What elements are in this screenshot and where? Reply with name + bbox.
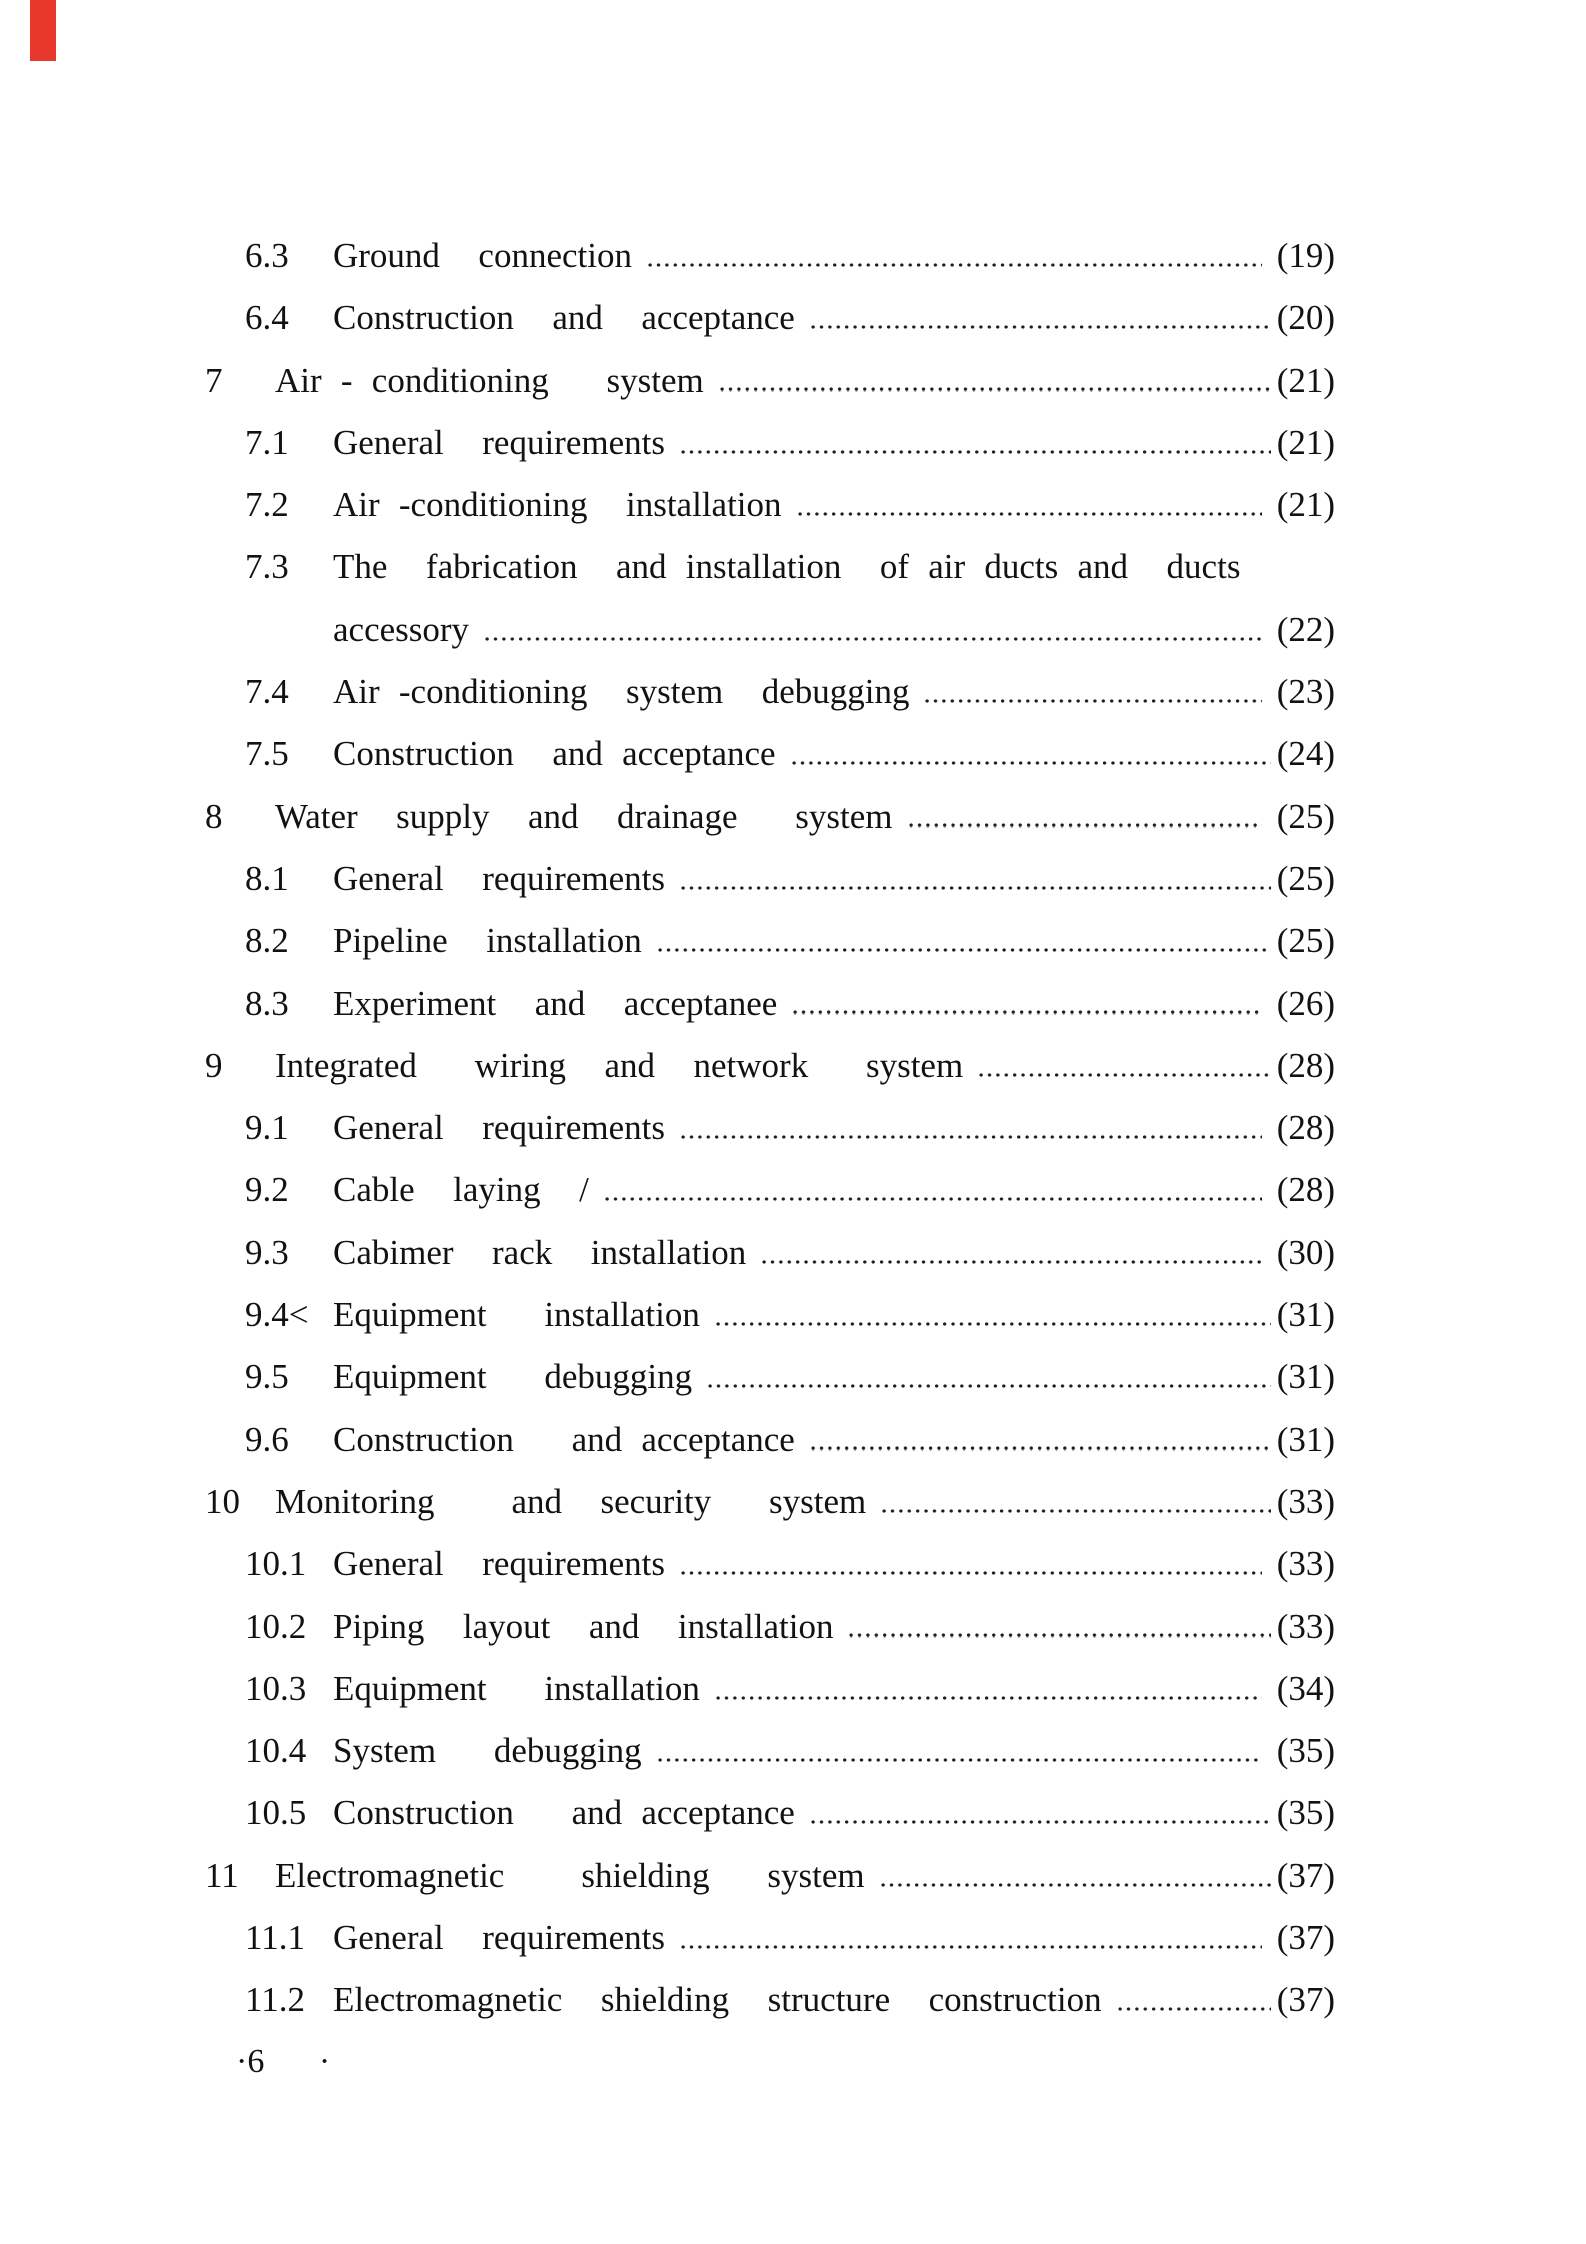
toc-entry-page: (33) [1276, 1481, 1335, 1521]
toc-entry-number: 9.6 [245, 1419, 289, 1459]
toc-entry-page: (26) [1267, 983, 1335, 1023]
toc-entry-title: Water supply and drainage system [275, 796, 893, 836]
footer-dot: · [318, 2043, 331, 2080]
toc-entry [205, 610, 1335, 672]
dot-leader [681, 1135, 1262, 1139]
toc-entry-number: 9.4< [245, 1295, 309, 1335]
toc-entry [205, 1420, 1335, 1482]
toc-entry-number: 10.2 [245, 1606, 307, 1646]
toc-entry-title: General requirements [333, 1108, 665, 1148]
toc-entry-page: (31) [1276, 1357, 1335, 1397]
dot-leader [811, 1446, 1271, 1450]
toc-entry [205, 1233, 1335, 1295]
dot-leader [605, 1197, 1262, 1201]
toc-entry-page: (33) [1267, 1544, 1335, 1584]
toc-entry-number: 8.3 [245, 983, 289, 1023]
dot-leader [485, 637, 1262, 641]
toc-entry [205, 485, 1335, 547]
toc-entry [205, 361, 1335, 423]
dot-leader [648, 263, 1262, 267]
dot-leader [811, 1820, 1271, 1824]
toc-entry-number: 9.2 [245, 1170, 289, 1210]
toc-entry [205, 1793, 1335, 1855]
toc-entry-title: General requirements [333, 858, 665, 898]
toc-entry [205, 672, 1335, 734]
toc-entry [205, 1669, 1335, 1731]
toc-entry-page: (24) [1276, 734, 1335, 774]
toc-entry-number: 10.4 [245, 1731, 307, 1771]
toc-entry [205, 1482, 1335, 1544]
toc-entry-title: General requirements [333, 422, 665, 462]
toc-entry [205, 298, 1335, 360]
toc-entry [205, 1731, 1335, 1793]
toc-entry-page: (21) [1276, 360, 1335, 400]
toc-entry-number: 7.1 [245, 422, 289, 462]
toc-entry-number: 9.5 [245, 1357, 289, 1397]
toc-entry-title: Electromagnetic shielding system [275, 1855, 865, 1895]
toc-entry-number: 6.3 [245, 236, 289, 275]
dot-leader [681, 450, 1271, 454]
toc-entry [205, 1046, 1335, 1108]
dot-leader [658, 1758, 1262, 1762]
toc-entry-number: 10 [205, 1481, 240, 1521]
footer-page-number: ·6 [236, 2043, 265, 2080]
dot-leader [716, 1322, 1271, 1326]
toc-entry-page: (37) [1276, 1980, 1335, 2020]
toc-entry [205, 236, 1335, 298]
toc-list [205, 236, 1335, 2043]
toc-entry [205, 984, 1335, 1046]
toc-entry-title: Construction and acceptance [333, 734, 776, 774]
toc-entry-number: 9.1 [245, 1108, 289, 1148]
toc-entry-page: (21) [1276, 422, 1335, 462]
toc-entry-title: General requirements [333, 1544, 665, 1584]
toc-entry-title: Monitoring and security system [275, 1481, 867, 1521]
toc-entry-page: (37) [1276, 1855, 1335, 1895]
toc-entry-page: (25) [1267, 796, 1335, 836]
toc-entry [205, 423, 1335, 485]
toc-entry-page: (20) [1276, 298, 1335, 338]
dot-leader [849, 1633, 1270, 1637]
dot-leader [658, 948, 1271, 952]
dot-leader [720, 387, 1271, 391]
toc-entry [205, 1295, 1335, 1357]
toc-entry-number: 11.2 [245, 1980, 305, 2020]
toc-entry-page: (19) [1267, 236, 1335, 275]
toc-entry-page: (31) [1276, 1419, 1335, 1459]
toc-entry-page: (30) [1267, 1232, 1335, 1272]
toc-entry [205, 797, 1335, 859]
dot-leader [979, 1073, 1270, 1077]
toc-entry-number: 7.3 [245, 547, 289, 587]
dot-leader [881, 1883, 1271, 1887]
toc-entry-page: (33) [1276, 1606, 1335, 1646]
toc-entry-title: Experiment and acceptanee [333, 983, 778, 1023]
toc-entry-title: Electromagnetic shielding structure construction [333, 1980, 1102, 2020]
toc-entry-number: 11 [205, 1855, 239, 1895]
toc-entry [205, 859, 1335, 921]
toc-entry-number: 8.2 [245, 921, 289, 961]
toc-entry-title: Integrated wiring and network system [275, 1045, 964, 1085]
toc-entry-page: (21) [1267, 485, 1335, 525]
toc-entry [205, 1918, 1335, 1980]
toc-entry-number: 7.5 [245, 734, 289, 774]
toc-entry-title: System debugging [333, 1731, 642, 1771]
red-highlight-mark [30, 0, 56, 61]
toc-entry-page: (28) [1276, 1045, 1335, 1085]
dot-leader [792, 761, 1271, 765]
toc-entry [205, 921, 1335, 983]
dot-leader [708, 1384, 1271, 1388]
dot-leader [882, 1509, 1270, 1513]
toc-entry [205, 1170, 1335, 1232]
toc-entry-title: Ground connection [333, 236, 632, 275]
dot-leader [681, 886, 1271, 890]
page-footer [236, 2042, 330, 2081]
toc-entry-title: Air -conditioning installation [333, 485, 782, 525]
toc-entry-page: (23) [1267, 672, 1335, 712]
toc-entry-number: 7 [205, 360, 223, 400]
toc-entry-title: Cabimer rack installation [333, 1232, 747, 1272]
toc-entry-number: 10.3 [245, 1668, 307, 1708]
toc-entry-page: (28) [1267, 1170, 1335, 1210]
toc-entry-title: Construction and acceptance [333, 1419, 795, 1459]
toc-entry-title: Pipeline installation [333, 921, 642, 961]
toc-entry [205, 1607, 1335, 1669]
toc-entry-page: (31) [1276, 1295, 1335, 1335]
dot-leader [811, 325, 1271, 329]
toc-entry-title: Piping layout and installation [333, 1606, 834, 1646]
toc-entry [205, 1980, 1335, 2042]
toc-entry-title: Air -conditioning system debugging [333, 672, 910, 712]
toc-entry-number: 9 [205, 1045, 223, 1085]
toc-entry-number: 7.2 [245, 485, 289, 525]
toc-entry-title: Air - conditioning system [275, 360, 704, 400]
toc-entry-number: 11.1 [245, 1918, 305, 1958]
toc-entry-title: Cable laying / [333, 1170, 589, 1210]
toc-entry-title: General requirements [333, 1918, 665, 1958]
dot-leader [1118, 2007, 1271, 2011]
toc-entry-number: 10.1 [245, 1544, 307, 1584]
toc-entry [205, 1108, 1335, 1170]
toc-entry-title: Equipment installation [333, 1668, 700, 1708]
toc-entry-page: (37) [1267, 1918, 1335, 1958]
toc-entry-page: (25) [1276, 921, 1335, 961]
dot-leader [909, 823, 1262, 827]
toc-entry [205, 547, 1335, 609]
toc-entry-title: accessory [333, 609, 470, 649]
toc-entry-number: 6.4 [245, 298, 289, 338]
toc-entry-title: Equipment debugging [333, 1357, 693, 1397]
toc-entry-number: 7.4 [245, 672, 289, 712]
dot-leader [681, 1945, 1262, 1949]
toc-entry-number: 8 [205, 796, 223, 836]
toc-entry-number: 10.5 [245, 1793, 307, 1833]
toc-entry-number: 9.3 [245, 1232, 289, 1272]
dot-leader [681, 1571, 1262, 1575]
toc-entry-page: (34) [1267, 1668, 1335, 1708]
dot-leader [925, 699, 1261, 703]
dot-leader [798, 512, 1262, 516]
dot-leader [793, 1010, 1262, 1014]
toc-entry-page: (35) [1276, 1793, 1335, 1833]
toc-entry-title: The fabrication and installation of air ducts and ducts [333, 547, 1241, 587]
toc-entry-title: Construction and acceptance [333, 298, 795, 338]
toc-entry-title: Equipment installation [333, 1295, 700, 1335]
toc-entry-page: (25) [1276, 858, 1335, 898]
toc-entry-page: (22) [1267, 609, 1335, 649]
dot-leader [716, 1696, 1262, 1700]
toc-entry-number: 8.1 [245, 858, 289, 898]
toc-entry [205, 734, 1335, 796]
toc-entry-page: (35) [1267, 1731, 1335, 1771]
toc-entry-title: Construction and acceptance [333, 1793, 795, 1833]
toc-entry [205, 1357, 1335, 1419]
toc-entry [205, 1856, 1335, 1918]
dot-leader [762, 1260, 1262, 1264]
toc-entry [205, 1544, 1335, 1606]
toc-entry-page: (28) [1267, 1108, 1335, 1148]
